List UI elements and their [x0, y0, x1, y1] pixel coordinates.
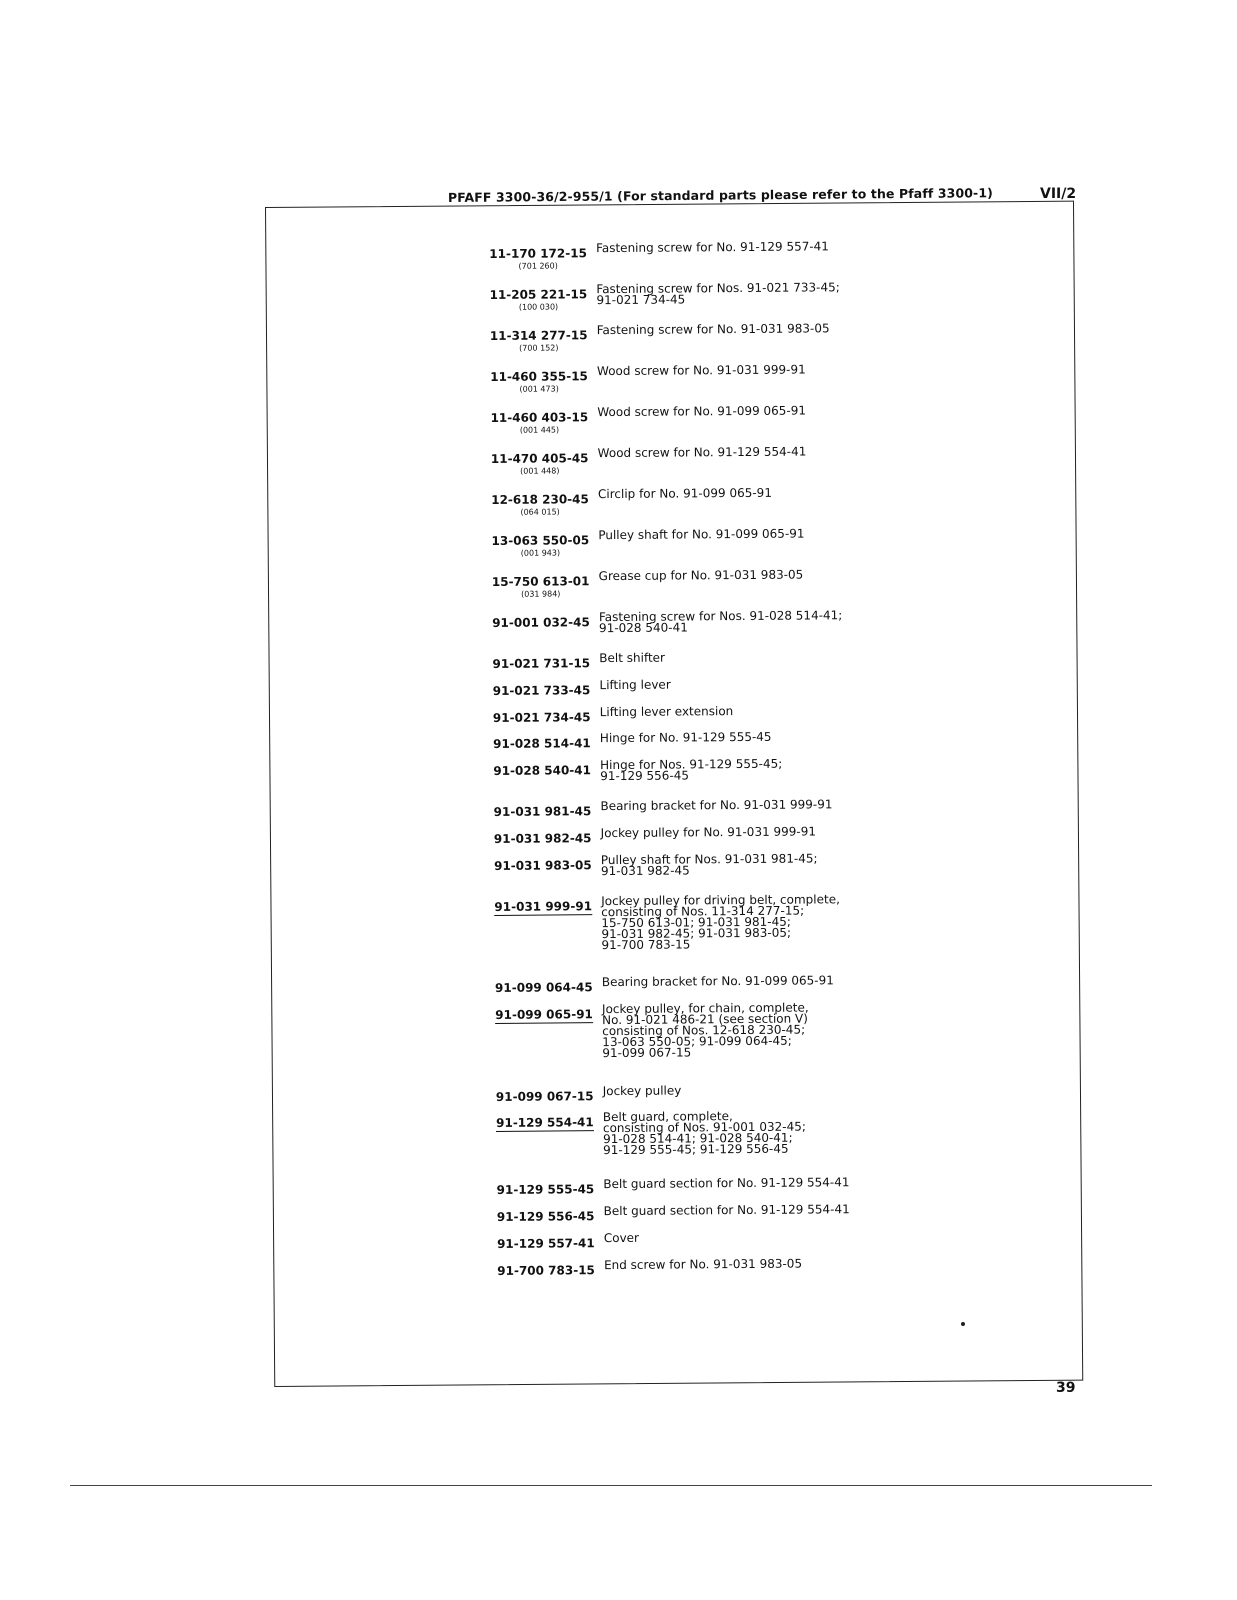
scan-speck — [961, 1322, 965, 1326]
old-part-number: (100 030) — [518, 302, 559, 312]
part-row — [489, 677, 919, 707]
part-number: 91-129 556-45 — [496, 1209, 595, 1224]
part-number: 91-700 783-15 — [497, 1263, 595, 1278]
part-row — [493, 1083, 923, 1112]
part-row — [487, 363, 917, 407]
old-part-number: (001 943) — [520, 548, 561, 558]
part-description: Wood screw for No. 91-031 999-91 — [596, 362, 806, 379]
old-part-number: (001 448) — [520, 466, 560, 476]
part-number: 11-460 355-15 — [490, 369, 588, 384]
part-row — [492, 974, 922, 1004]
part-number: 91-021 733-45 — [492, 683, 591, 698]
part-row — [489, 568, 919, 612]
part-number: 91-031 983-05 — [494, 858, 592, 873]
part-number: 11-170 172-15 — [489, 246, 587, 261]
part-row — [494, 1257, 924, 1287]
page-number: 39 — [1056, 1380, 1076, 1396]
part-row — [493, 1176, 923, 1206]
part-number: 13-063 550-05 — [491, 533, 590, 548]
part-code-cell — [486, 242, 590, 272]
part-code-cell — [489, 652, 593, 672]
part-description: Hinge for No. 91-129 555-45 — [599, 729, 772, 746]
part-description: Jockey pulley for driving belt, complete, consisting of Nos. 11-314 277-15; 15-750 613-01; 91-031 981-45; 91-031 982-45; 91-031 983-05; 91-700 783-15 — [601, 892, 840, 953]
part-description: Lifting lever extension — [599, 704, 734, 720]
part-row — [494, 1203, 924, 1233]
part-description: Belt guard, complete, consisting of Nos. 91-001 032-45; 91-028 514-41; 91-028 540-41; 91-129 555-45; 91-129 556-45 — [602, 1109, 806, 1158]
part-number: 91-031 981-45 — [493, 804, 592, 819]
part-number: 91-099 065-91 — [495, 1007, 593, 1022]
part-code-cell — [494, 1259, 598, 1279]
part-description: Cover — [603, 1230, 640, 1246]
part-description: Jockey pulley — [602, 1083, 682, 1099]
part-row — [491, 852, 921, 896]
part-code-cell — [490, 706, 594, 726]
part-row — [487, 322, 917, 366]
old-part-number: (031 984) — [521, 589, 561, 599]
part-code-cell — [490, 800, 594, 820]
part-code-cell — [491, 895, 595, 916]
part-code-cell — [487, 365, 591, 395]
part-number: 91-099 064-45 — [494, 980, 593, 995]
part-code-cell — [488, 447, 592, 477]
part-code-cell — [492, 976, 596, 996]
part-row — [486, 240, 916, 284]
part-row — [488, 445, 918, 489]
part-code-cell — [494, 1232, 598, 1252]
scan-edge-line — [70, 1485, 1152, 1486]
part-number: 91-028 540-41 — [493, 763, 592, 778]
part-number: 91-021 734-45 — [492, 710, 591, 725]
part-description: End screw for No. 91-031 983-05 — [603, 1256, 803, 1273]
part-description: Bearing bracket for No. 91-099 065-91 — [601, 973, 834, 990]
part-code-cell — [489, 679, 593, 699]
part-code-cell — [488, 488, 592, 518]
part-code-cell — [493, 1178, 597, 1198]
part-description: Wood screw for No. 91-129 554-41 — [597, 444, 807, 461]
old-part-number: (001 473) — [519, 384, 559, 394]
part-number: 11-205 221-15 — [489, 287, 588, 302]
part-row — [491, 893, 922, 977]
part-code-cell — [487, 406, 591, 436]
part-number: 91-001 032-45 — [492, 615, 590, 630]
part-code-cell — [493, 1085, 597, 1105]
part-row — [494, 1230, 924, 1260]
part-code-cell — [493, 1111, 597, 1132]
part-code-cell — [490, 732, 594, 752]
part-description: Grease cup for No. 91-031 983-05 — [598, 567, 804, 584]
part-code-cell — [489, 611, 593, 631]
part-row — [488, 527, 918, 571]
part-description: Fastening screw for Nos. 91-021 733-45; 91-021 734-45 — [596, 280, 840, 308]
part-row — [490, 757, 920, 801]
part-description: Pulley shaft for Nos. 91-031 981-45; 91-031 982-45 — [600, 851, 818, 879]
part-row — [493, 1109, 924, 1179]
part-number: 11-314 277-15 — [489, 328, 588, 343]
part-code-cell — [494, 1205, 598, 1225]
part-code-cell — [491, 854, 595, 874]
part-number: 91-031 999-91 — [494, 899, 593, 914]
part-description: Wood screw for No. 91-099 065-91 — [597, 403, 807, 420]
part-number: 91-031 982-45 — [493, 831, 592, 846]
part-description: Fastening screw for Nos. 91-028 514-41; 91-028 540-41 — [598, 608, 843, 636]
part-description: Bearing bracket for No. 91-031 999-91 — [600, 797, 833, 814]
part-code-cell — [491, 827, 595, 847]
part-number: 91-099 067-15 — [495, 1089, 594, 1104]
part-description: Hinge for Nos. 91-129 555-45; 91-129 556-45 — [600, 756, 783, 784]
old-part-number: (064 015) — [520, 507, 560, 517]
part-description: Jockey pulley for No. 91-031 999-91 — [600, 824, 817, 841]
part-row — [489, 609, 919, 653]
part-description: Belt guard section for No. 91-129 554-41 — [603, 1175, 850, 1192]
part-number: 91-028 514-41 — [493, 736, 591, 751]
part-code-cell — [486, 283, 590, 313]
part-row — [486, 281, 916, 325]
part-row — [490, 798, 920, 828]
part-code-cell — [487, 324, 591, 354]
page-header-title: PFAFF 3300-36/2-955/1 (For standard parts please refer to the Pfaff 3300-1) — [447, 185, 993, 205]
part-row — [490, 704, 920, 733]
old-part-number: (700 152) — [519, 343, 559, 353]
part-description: Pulley shaft for No. 91-099 065-91 — [598, 526, 805, 543]
part-code-cell — [490, 759, 594, 779]
part-number: 11-460 403-15 — [490, 410, 589, 425]
part-description: Fastening screw for No. 91-129 557-41 — [595, 239, 829, 256]
part-description: Circlip for No. 91-099 065-91 — [597, 485, 772, 502]
part-row — [487, 404, 917, 448]
part-code-cell — [489, 570, 593, 600]
old-part-number: (001 445) — [519, 425, 560, 435]
part-description: Belt guard section for No. 91-129 554-41 — [603, 1202, 850, 1219]
part-row — [490, 730, 920, 760]
part-description: Lifting lever — [599, 677, 671, 693]
part-description: Jockey pulley, for chain, complete, No. 91-021 486-21 (see section V) consisting of Nos. 12-618 230-45; 13-063 550-05; 91-099 064-45; 91-099 067-15 — [601, 1000, 809, 1061]
section-number: VII/2 — [1040, 186, 1077, 202]
part-row — [492, 1001, 923, 1086]
old-part-number: (701 260) — [518, 261, 558, 271]
part-row — [491, 825, 921, 855]
part-code-cell — [492, 1003, 596, 1024]
part-description: Belt shifter — [599, 650, 666, 666]
part-code-cell — [488, 529, 592, 559]
parts-list — [486, 240, 924, 1287]
part-row — [489, 650, 919, 680]
part-number: 15-750 613-01 — [491, 574, 590, 589]
part-number: 91-129 554-41 — [496, 1115, 594, 1130]
part-number: 91-021 731-15 — [492, 656, 591, 671]
part-number: 11-470 405-45 — [490, 451, 589, 466]
part-description: Fastening screw for No. 91-031 983-05 — [596, 321, 830, 338]
part-row — [488, 486, 918, 530]
part-number: 91-129 557-41 — [496, 1236, 595, 1251]
part-number: 91-129 555-45 — [496, 1182, 595, 1197]
part-number: 12-618 230-45 — [491, 492, 589, 507]
